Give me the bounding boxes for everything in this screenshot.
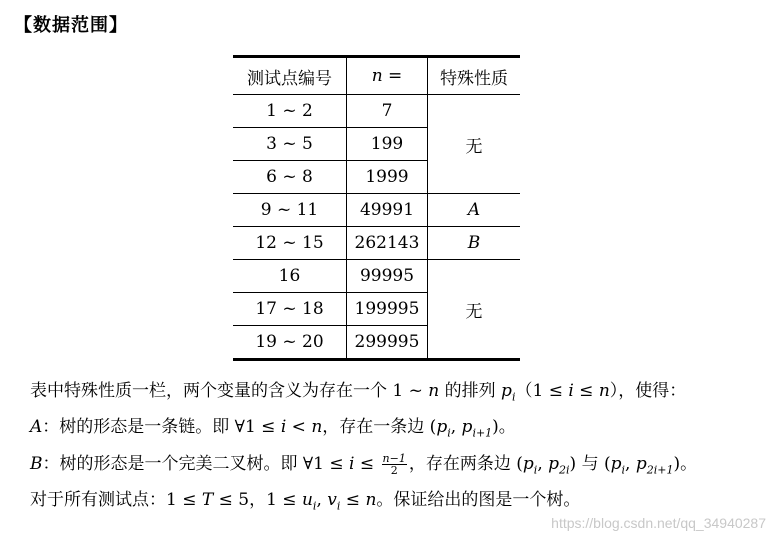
cell-n: 1999 [347,161,428,194]
col-header-test-id: 测试点编号 [233,57,347,95]
cell-property: 无 [428,95,521,194]
cell-n: 199995 [347,293,428,326]
cell-tests: 1 ~ 2 [233,95,347,128]
section-title: 【数据范围】 [14,15,128,36]
cell-tests: 9 ~ 11 [233,194,347,227]
cell-n: 99995 [347,260,428,293]
explanation-line-4: 对于所有测试点：1 ≤ T ≤ 5，$1 \le u_i$, $v_i \le n$。保证给出的图是一个树。 [30,490,581,513]
table-row [233,227,520,260]
cell-property: 无 [428,260,521,360]
cell-n: 49991 [347,194,428,227]
data-range-table [233,55,520,361]
cell-tests: 16 [233,260,347,293]
cell-tests: 6 ~ 8 [233,161,347,194]
cell-tests: 19 ~ 20 [233,326,347,360]
cell-n: 7 [347,95,428,128]
cell-tests: 3 ~ 5 [233,128,347,161]
cell-property: B [428,227,521,260]
table-row [233,194,520,227]
table-row [233,260,520,293]
col-header-n: n = [347,57,428,95]
cell-n: 262143 [347,227,428,260]
cell-property: A [428,194,521,227]
cell-n: 199 [347,128,428,161]
col-header-property: 特殊性质 [428,57,521,95]
cell-n: 299995 [347,326,428,360]
cell-tests: 12 ~ 15 [233,227,347,260]
table-row [233,95,520,128]
fraction: $\frac{n-1}{2}$ [382,451,406,477]
watermark: https://blog.csdn.net/qq_34940287 [551,515,766,531]
explanation-line-2: A：树的形态是一条链。即 ∀1 ≤ i < n，存在一条边 ($p_i$, $p_{i+1}$)。 [30,417,516,440]
explanation-paragraph [30,376,770,522]
table-header-row [233,57,520,95]
explanation-line-3: B：树的形态是一个完美二叉树。即 ∀1 ≤ i ≤ $\frac{n-1}{2}$ ，存在两条边 ($p_i$, $p_{2i}$) 与 ($p_i$, $p_{2i+1}$)。 [30,451,698,477]
explanation-line-1: 表中特殊性质一栏，两个变量的含义为存在一个 1 ~ n 的排列 $p_i(1 \le i \le n)$，使得： [30,381,687,404]
cell-tests: 17 ~ 18 [233,293,347,326]
